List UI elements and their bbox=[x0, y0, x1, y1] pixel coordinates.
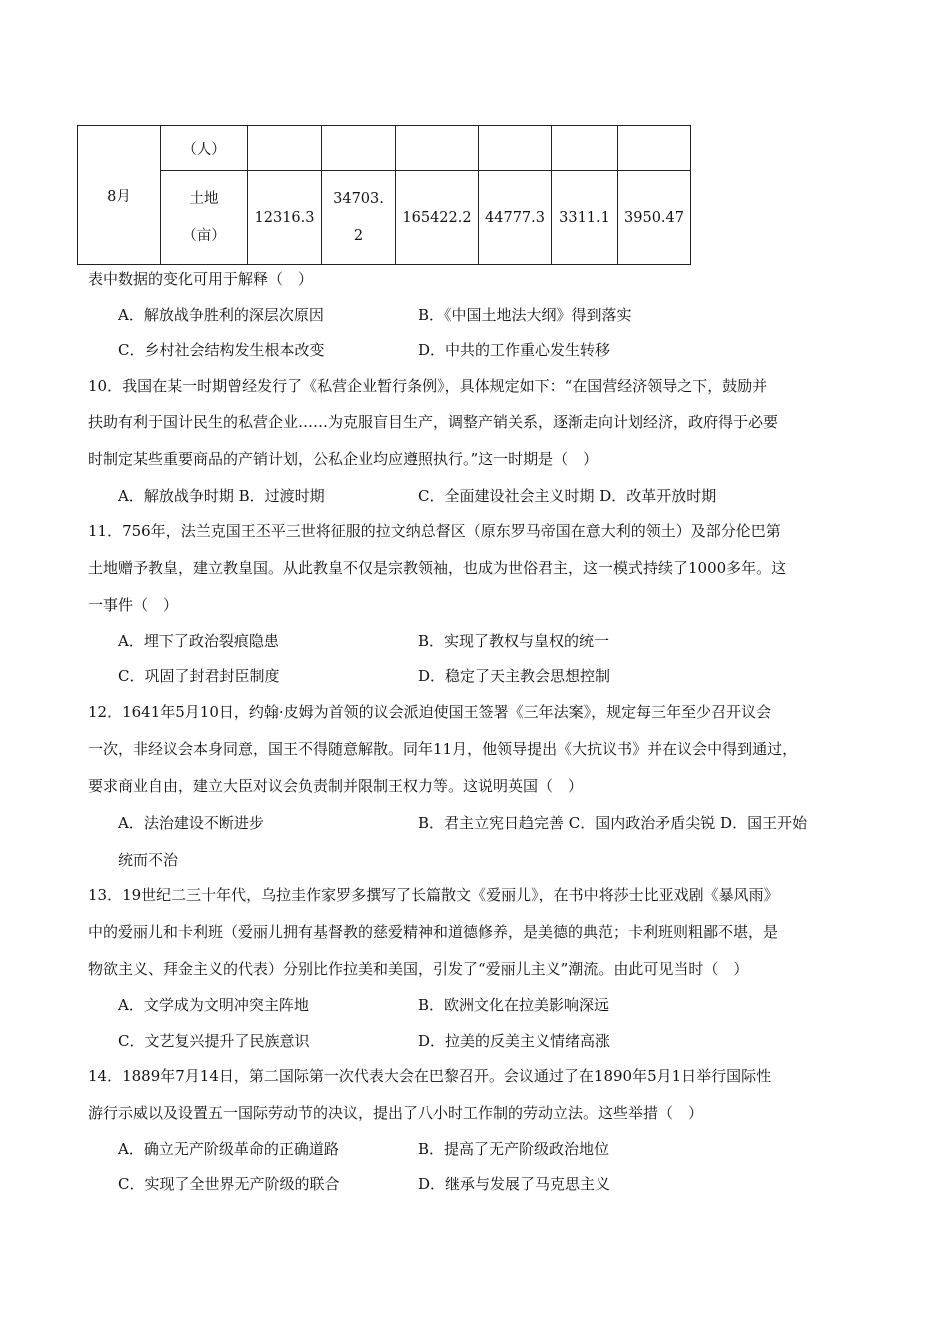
table-row bbox=[78, 126, 691, 171]
q10-options-cd[interactable]: C．全面建设社会主义时期 D．改革开放时期 bbox=[418, 487, 717, 505]
q13-stem-line: 物欲主义、拜金主义的代表）分别比作拉美和美国，引发了“爱丽儿主义”潮流。由此可见当时（ ） bbox=[88, 960, 749, 978]
q11-stem-line: 土地赠予教皇，建立教皇国。从此教皇不仅是宗教领袖，也成为世俗君主，这一模式持续了1000多年。这 bbox=[88, 559, 787, 577]
table-cell bbox=[248, 126, 322, 171]
cell-line: 34703. bbox=[333, 190, 384, 207]
q10-options-ab[interactable]: A．解放战争时期 B．过渡时期 bbox=[118, 487, 325, 505]
q14-stem-line: 14．1889年7月14日，第二国际第一次代表大会在巴黎召开。会议通过了在1890年5月1日举行国际性 bbox=[88, 1067, 772, 1085]
q14-option-a[interactable]: A．确立无产阶级革命的正确道路 bbox=[118, 1140, 339, 1158]
q11-stem-line: 一事件（ ） bbox=[88, 596, 179, 614]
q11-option-c[interactable]: C．巩固了封君封臣制度 bbox=[118, 667, 280, 685]
table-cell bbox=[322, 126, 396, 171]
q14-option-c[interactable]: C．实现了全世界无产阶级的联合 bbox=[118, 1175, 340, 1193]
label-line: 土地 bbox=[189, 190, 219, 207]
q11-option-d[interactable]: D．稳定了天主教会思想控制 bbox=[418, 667, 611, 685]
q10-stem-line: 10．我国在某一时期曾经发行了《私营企业暂行条例》，具体规定如下：“在国营经济领导之下，鼓励并 bbox=[88, 377, 768, 395]
q12-options-bcd[interactable]: B．君主立宪日趋完善 C．国内政治矛盾尖锐 D．国王开始 bbox=[418, 814, 808, 832]
table-cell bbox=[479, 126, 552, 171]
table-cell: 12316.3 bbox=[248, 171, 322, 265]
q11-stem-line: 11．756年，法兰克国王丕平三世将征服的拉文纳总督区（原东罗马帝国在意大利的领土）及部分伦巴第 bbox=[88, 522, 781, 540]
q10-stem-line: 扶助有利于国计民生的私营企业……为克服盲目生产，调整产销关系，逐渐走向计划经济，政府得于必要 bbox=[88, 413, 779, 431]
q12-stem-line: 要求商业自由，建立大臣对议会负责制并限制王权力等。这说明英国（ ） bbox=[88, 777, 584, 795]
q14-option-d[interactable]: D．继承与发展了马克思主义 bbox=[418, 1175, 611, 1193]
q11-option-b[interactable]: B．实现了教权与皇权的统一 bbox=[418, 632, 610, 650]
table-cell: 3311.1 bbox=[552, 171, 618, 265]
table-cell bbox=[618, 126, 691, 171]
q12-option-a[interactable]: A．法治建设不断进步 bbox=[118, 814, 264, 832]
table-cell: 165422.2 bbox=[396, 171, 479, 265]
land-data-table bbox=[77, 125, 691, 265]
label-line: （亩） bbox=[182, 227, 226, 244]
q13-option-b[interactable]: B．欧洲文化在拉美影响深远 bbox=[418, 996, 610, 1014]
table-cell bbox=[552, 126, 618, 171]
q14-stem-line: 游行示威以及设置五一国际劳动节的决议，提出了八小时工作制的劳动立法。这些举措（ ） bbox=[88, 1104, 704, 1122]
q13-option-d[interactable]: D．拉美的反美主义情绪高涨 bbox=[418, 1032, 611, 1050]
q9-option-c[interactable]: C．乡村社会结构发生根本改变 bbox=[118, 341, 325, 359]
table-cell: 44777.3 bbox=[479, 171, 552, 265]
q9-option-a[interactable]: A．解放战争胜利的深层次原因 bbox=[118, 306, 324, 324]
q9-option-b[interactable]: B．《中国土地法大纲》得到落实 bbox=[418, 306, 632, 324]
table-cell bbox=[396, 126, 479, 171]
q13-stem-line: 13．19世纪二三十年代，乌拉圭作家罗多撰写了长篇散文《爱丽儿》，在书中将莎士比亚戏剧《暴风雨》 bbox=[88, 886, 779, 904]
q9-option-d[interactable]: D．中共的工作重心发生转移 bbox=[418, 341, 611, 359]
q9-stem: 表中数据的变化可用于解释（ ） bbox=[88, 270, 314, 288]
q13-option-a[interactable]: A．文学成为文明冲突主阵地 bbox=[118, 996, 309, 1014]
table-cell bbox=[322, 171, 396, 265]
q12-stem-line: 12．1641年5月10日，约翰·皮姆为首领的议会派迫使国王签署《三年法案》，规定每三年至少召开议会 bbox=[88, 703, 772, 721]
q13-option-c[interactable]: C．文艺复兴提升了民族意识 bbox=[118, 1032, 310, 1050]
q10-stem-line: 时制定某些重要商品的产销计划，公私企业均应遵照执行。”这一时期是（ ） bbox=[88, 450, 599, 468]
table-row bbox=[78, 171, 691, 265]
q11-option-a[interactable]: A．埋下了政治裂痕隐患 bbox=[118, 632, 279, 650]
table-cell: 3950.47 bbox=[618, 171, 691, 265]
q14-option-b[interactable]: B．提高了无产阶级政治地位 bbox=[418, 1140, 610, 1158]
row-label-people: （人） bbox=[161, 126, 248, 171]
cell-line: 2 bbox=[353, 227, 364, 244]
q12-stem-line: 一次，非经议会本身同意，国王不得随意解散。同年11月，他领导提出《大抗议书》并在议会中得到通过， bbox=[88, 740, 798, 758]
q13-stem-line: 中的爱丽儿和卡利班（爱丽儿拥有基督教的慈爱精神和道德修养，是美德的典范；卡利班则粗鄙不堪，是 bbox=[88, 923, 779, 941]
q12-option-d-continued: 统而不治 bbox=[118, 851, 179, 869]
month-cell: 8月 bbox=[78, 126, 161, 265]
row-label-land bbox=[161, 171, 248, 265]
